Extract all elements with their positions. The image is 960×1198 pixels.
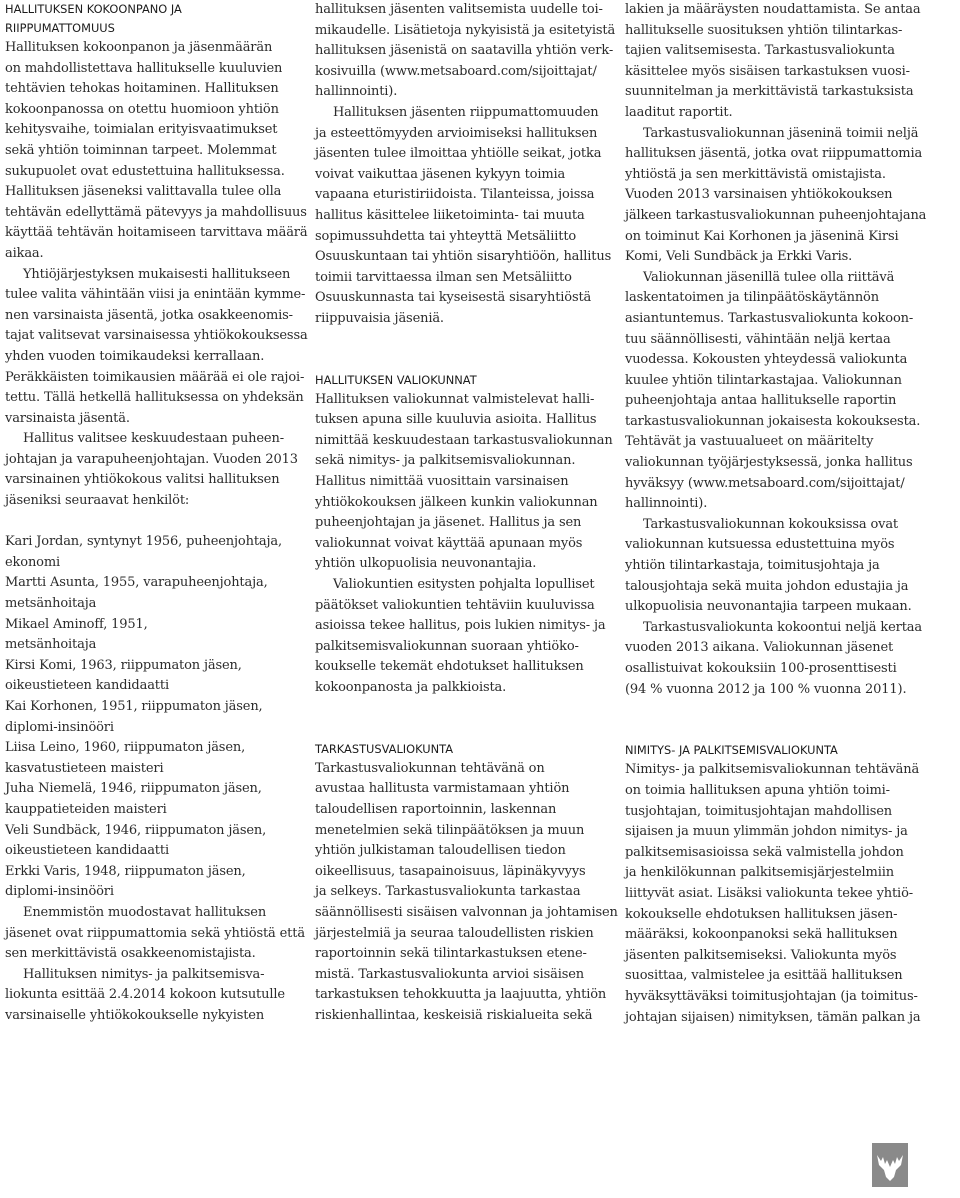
paragraph-line: tarkastuksen tehokkuutta ja laajuutta, yhtiön bbox=[315, 987, 607, 1003]
paragraph-line: Hallituksen kokoonpanon ja jäsenmäärän bbox=[5, 40, 273, 55]
paragraph-line: nen varsinaista jäsentä, jotka osakkeenomis- bbox=[5, 307, 293, 323]
paragraph-line: Hallituksen nimitys- ja palkitsemisva- bbox=[23, 966, 265, 982]
paragraph-line: ekonomi bbox=[5, 554, 61, 570]
paragraph-line: Osuuskuntaan tai yhtiön sisaryhtiöön, hallitus bbox=[315, 249, 612, 265]
paragraph-line: Peräkkäisten toimikausien määrää ei ole rajoi- bbox=[5, 369, 305, 385]
section-heading: RIIPPUMATTOMUUS bbox=[5, 21, 115, 35]
paragraph-line: liokunta esittää 2.4.2014 kokoon kutsutulle bbox=[5, 987, 285, 1003]
paragraph-line: Tarkastusvaliokunnan tehtävänä on bbox=[315, 760, 545, 776]
paragraph-line: johtajan ja varapuheenjohtajan. Vuoden 2013 bbox=[5, 451, 298, 467]
paragraph-line: oikeustieteen kandidaatti bbox=[5, 843, 169, 859]
paragraph-line: yhden vuoden toimikaudeksi kerrallaan. bbox=[5, 348, 265, 364]
paragraph-line: on toimia hallituksen apuna yhtiön toimi- bbox=[625, 782, 890, 798]
text-column-2 bbox=[315, 0, 618, 1027]
paragraph-line: yhtiön tilintarkastaja, toimitusjohtaja ja bbox=[625, 558, 880, 574]
paragraph-line: Veli Sundbäck, 1946, riippumaton jäsen, bbox=[5, 822, 267, 838]
paragraph-line: päätökset valiokuntien tehtäviin kuuluvissa bbox=[315, 597, 595, 613]
paragraph-line: kuulee yhtiön tilintarkastajaa. Valiokunnan bbox=[625, 372, 902, 388]
section-heading: TARKASTUSVALIOKUNTA bbox=[315, 741, 454, 756]
paragraph-line: hyväksyy (www.metsaboard.com/sijoittajat/ bbox=[625, 475, 905, 491]
paragraph-line: hallinnointi). bbox=[315, 84, 398, 100]
paragraph-line: mikaudelle. Lisätietoja nykyisistä ja esitetyistä bbox=[315, 22, 616, 38]
paragraph-line: tuu säännöllisesti, vähintään neljä kertaa bbox=[625, 331, 891, 347]
paragraph-line: Hallitus nimittää vuosittain varsinaisen bbox=[315, 474, 569, 490]
paragraph-line: vapaana eturistiriidoista. Tilanteissa, joissa bbox=[315, 187, 595, 203]
paragraph-line: palkitsemisasioissa sekä valmistella johdon bbox=[625, 844, 904, 860]
paragraph-line: mistä. Tarkastusvaliokunta arvioi sisäisen bbox=[315, 966, 584, 982]
paragraph-line: valiokunnat voivat käyttää apunaan myös bbox=[315, 535, 583, 551]
paragraph-line: jäsenten palkitsemiseksi. Valiokunta myös bbox=[625, 947, 897, 963]
paragraph-line: laskentatoimen ja tilinpäätöskäytännön bbox=[625, 290, 879, 306]
paragraph-line: menetelmien sekä tilinpäätöksen ja muun bbox=[315, 822, 585, 838]
section-spacer bbox=[315, 330, 605, 351]
section-spacer bbox=[625, 700, 917, 721]
section-heading: NIMITYS- JA PALKITSEMISVALIOKUNTA bbox=[625, 743, 838, 758]
paragraph-line: yhtiön ulkopuolisia neuvonantajia. bbox=[315, 556, 537, 572]
paragraph-line: määräksi, kokoonpanoksi sekä hallituksen bbox=[625, 927, 898, 943]
paragraph-line: oikeustieteen kandidaatti bbox=[5, 678, 169, 694]
paragraph-line: Mikael Aminoff, 1951, bbox=[5, 616, 148, 632]
paragraph-line: ulkopuolisia neuvonantajia tarpeen mukaan. bbox=[625, 599, 912, 615]
section-spacer bbox=[625, 721, 917, 742]
paragraph-line: sopimussuhdetta tai yhteyttä Metsäliitto bbox=[315, 228, 577, 244]
paragraph-line: Tehtävät ja vastuualueet on määritelty bbox=[625, 434, 874, 450]
paragraph-line: tajien valitsemisesta. Tarkastusvaliokunta bbox=[625, 43, 895, 59]
paragraph-line: Martti Asunta, 1955, varapuheenjohtaja, bbox=[5, 575, 268, 591]
section-heading: HALLITUKSEN KOKOONPANO JA bbox=[5, 2, 182, 16]
paragraph-line: jäsenten tulee ilmoittaa yhtiölle seikat, jotka bbox=[315, 146, 602, 162]
paragraph-line: hallitukselle suosituksen yhtiön tilintarkas- bbox=[625, 22, 903, 38]
paragraph-line: ja selkeys. Tarkastusvaliokunta tarkastaa bbox=[315, 884, 581, 900]
paragraph-line: Juha Niemelä, 1946, riippumaton jäsen, bbox=[5, 781, 262, 797]
paragraph-line: Vuoden 2013 varsinaisen yhtiökokouksen bbox=[625, 187, 893, 203]
paragraph-line: Hallituksen jäseneksi valittavalla tulee olla bbox=[5, 184, 282, 200]
paragraph-line: valiokunnan työjärjestyksessä, jonka hallitus bbox=[625, 455, 913, 471]
paragraph-line: aikaa. bbox=[5, 245, 44, 261]
paragraph-line: ja esteettömyyden arvioimiseksi hallituksen bbox=[315, 125, 598, 141]
paragraph-line: nimittää keskuudestaan tarkastusvaliokunnan bbox=[315, 432, 613, 448]
paragraph-line: valiokunnan kutsuessa edustettuina myös bbox=[625, 537, 895, 553]
paragraph-line: varsinainen yhtiökokous valitsi hallituksen bbox=[5, 472, 280, 488]
section-heading: HALLITUKSEN VALIOKUNNAT bbox=[315, 372, 477, 387]
paragraph-line: riippuvaisia jäseniä. bbox=[315, 310, 444, 326]
paragraph-line: yhtiöstä ja sen merkittävistä omistajista. bbox=[625, 166, 886, 182]
paragraph-line: diplomi-insinööri bbox=[5, 884, 114, 900]
paragraph-line: Hallituksen jäsenten riippumattomuuden bbox=[333, 104, 599, 120]
paragraph-line: hallitus käsittelee liiketoiminta- tai muuta bbox=[315, 207, 585, 223]
section-spacer bbox=[315, 350, 605, 371]
text-column-3 bbox=[625, 0, 927, 1028]
paragraph-line: Hallituksen valiokunnat valmistelevat halli- bbox=[315, 391, 595, 407]
paragraph-line: sen merkittävistä osakkeenomistajista. bbox=[5, 946, 256, 962]
paragraph-line: diplomi-insinööri bbox=[5, 719, 114, 735]
paragraph-line: sijaisen ja muun ylimmän johdon nimitys- ja bbox=[625, 824, 908, 840]
paragraph-line: tettu. Tällä hetkellä hallituksessa on yhdeksän bbox=[5, 390, 304, 406]
paragraph-line: avustaa hallitusta varmistamaan yhtiön bbox=[315, 781, 570, 797]
paragraph-line: kehitysvaihe, toimialan erityisvaatimukset bbox=[5, 122, 278, 138]
paragraph-line: metsänhoitaja bbox=[5, 637, 97, 653]
paragraph-line: voivat vaikuttaa jäsenen kykyyn toimia bbox=[315, 166, 566, 182]
paragraph-line: tarkastusvaliokunnan jokaisesta kokouksesta. bbox=[625, 413, 921, 429]
paragraph-line: ja henkilökunnan palkitsemisjärjestelmiin bbox=[625, 865, 894, 881]
paragraph-line: tehtävän edellyttämä pätevyys ja mahdollisuus bbox=[5, 204, 307, 220]
paragraph-line: raportoinnin sekä tilintarkastuksen etene- bbox=[315, 946, 587, 962]
paragraph-line: jäseniksi seuraavat henkilöt: bbox=[5, 493, 190, 509]
section-spacer bbox=[5, 512, 297, 533]
paragraph-line: Valiokuntien esitysten pohjalta lopulliset bbox=[333, 577, 595, 593]
paragraph-line: puheenjohtaja antaa hallitukselle raportin bbox=[625, 393, 897, 409]
text-column-1 bbox=[5, 0, 308, 1027]
section-spacer bbox=[315, 719, 605, 740]
paragraph-line: tuksen apuna sille kuuluvia asioita. Hallitus bbox=[315, 412, 597, 428]
paragraph-line: Tarkastusvaliokunnan kokouksissa ovat bbox=[643, 516, 898, 532]
paragraph-line: tehtävien tehokas hoitaminen. Hallituksen bbox=[5, 81, 279, 97]
paragraph-line: Kai Korhonen, 1951, riippumaton jäsen, bbox=[5, 699, 263, 714]
paragraph-line: Liisa Leino, 1960, riippumaton jäsen, bbox=[5, 740, 246, 756]
paragraph-line: varsinaista jäsentä. bbox=[5, 410, 130, 426]
paragraph-line: suosittaa, valmistelee ja esittää hallituksen bbox=[625, 968, 903, 984]
paragraph-line: (94 % vuonna 2012 ja 100 % vuonna 2011). bbox=[625, 681, 907, 697]
paragraph-line: Tarkastusvaliokunnan jäseninä toimii neljä bbox=[643, 125, 919, 141]
paragraph-line: Nimitys- ja palkitsemisvaliokunnan tehtävänä bbox=[625, 762, 920, 778]
paragraph-line: on mahdollistettava hallitukselle kuuluvien bbox=[5, 60, 283, 76]
paragraph-line: jälkeen tarkastusvaliokunnan puheenjohtajana bbox=[625, 207, 927, 223]
paragraph-line: koukselle tekemät ehdotukset hallituksen bbox=[315, 659, 584, 675]
paragraph-line: käsittelee myös sisäisen tarkastuksen vuosi- bbox=[625, 63, 910, 79]
paragraph-line: liittyvät asiat. Lisäksi valiokunta tekee yhtiö- bbox=[625, 885, 913, 901]
paragraph-line: sekä nimitys- ja palkitsemisvaliokunnan. bbox=[315, 453, 576, 469]
paragraph-line: riskienhallintaa, keskeisiä riskialueita sekä bbox=[315, 1007, 593, 1023]
paragraph-line: kauppatieteiden maisteri bbox=[5, 801, 167, 817]
paragraph-line: jäsenet ovat riippumattomia sekä yhtiöstä että bbox=[5, 925, 305, 941]
paragraph-line: laaditut raportit. bbox=[625, 104, 733, 120]
paragraph-line: Kirsi Komi, 1963, riippumaton jäsen, bbox=[5, 657, 242, 673]
paragraph-line: tulee valita vähintään viisi ja enintään kymme- bbox=[5, 287, 306, 303]
paragraph-line: Enemmistön muodostavat hallituksen bbox=[23, 904, 267, 920]
paragraph-line: on toiminut Kai Korhonen ja jäseninä Kirsi bbox=[625, 228, 899, 244]
paragraph-line: Osuuskunnasta tai kyseisestä sisaryhtiöstä bbox=[315, 290, 592, 306]
paragraph-line: asioissa tekee hallitus, pois lukien nimitys- ja bbox=[315, 618, 606, 634]
paragraph-line: kokoonpanosta ja palkkioista. bbox=[315, 680, 507, 695]
paragraph-line: käyttää tehtävän hoitamiseen tarvittava määrä bbox=[5, 225, 308, 241]
paragraph-line: Komi, Veli Sundbäck ja Erkki Varis. bbox=[625, 249, 853, 265]
paragraph-line: yhtiön julkistaman taloudellisen tiedon bbox=[315, 843, 566, 859]
paragraph-line: hyväksyttäväksi toimitusjohtajan (ja toimitus- bbox=[625, 988, 918, 1004]
paragraph-line: säännöllisesti sisäisen valvonnan ja johtamisen bbox=[315, 904, 618, 920]
paragraph-line: hallituksen jäsenistä on saatavilla yhtiön verk- bbox=[315, 43, 614, 59]
paragraph-line: sukupuolet ovat edustettuina hallituksessa. bbox=[5, 163, 285, 179]
paragraph-line: kosivuilla (www.metsaboard.com/sijoittajat/ bbox=[315, 63, 597, 79]
paragraph-line: taloudellisen raportoinnin, laskennan bbox=[315, 801, 557, 817]
paragraph-line: yhtiökokouksen jälkeen kunkin valiokunnan bbox=[315, 494, 598, 510]
paragraph-line: kokoonpanossa on otettu huomioon yhtiön bbox=[5, 101, 279, 117]
paragraph-line: kokoukselle ehdotuksen hallituksen jäsen- bbox=[625, 906, 898, 922]
paragraph-line: järjestelmiä ja seuraa taloudellisten riskien bbox=[315, 925, 594, 941]
paragraph-line: Erkki Varis, 1948, riippumaton jäsen, bbox=[5, 863, 246, 879]
paragraph-line: lakien ja määräysten noudattamista. Se antaa bbox=[625, 2, 921, 17]
paragraph-line: oikeellisuus, tasapainoisuus, läpinäkyvyys bbox=[315, 863, 586, 879]
paragraph-line: Hallitus valitsee keskuudestaan puheen- bbox=[23, 431, 284, 447]
antler-logo-icon bbox=[872, 1143, 908, 1187]
paragraph-line: sekä yhtiön toiminnan tarpeet. Molemmat bbox=[5, 142, 277, 158]
paragraph-line: vuoden 2013 aikana. Valiokunnan jäsenet bbox=[625, 640, 894, 656]
paragraph-line: hallinnointi). bbox=[625, 496, 708, 512]
paragraph-line: vuodessa. Kokousten yhteydessä valiokunta bbox=[625, 352, 908, 368]
paragraph-line: varsinaiselle yhtiökokoukselle nykyisten bbox=[5, 1007, 265, 1023]
paragraph-line: osallistuivat kokouksiin 100-prosenttisesti bbox=[625, 661, 897, 676]
paragraph-line: hallituksen jäsentä, jotka ovat riippumattomia bbox=[625, 146, 923, 162]
paragraph-line: suunnitelman ja merkittävistä tarkastuksista bbox=[625, 84, 914, 100]
paragraph-line: puheenjohtajan ja jäsenet. Hallitus ja sen bbox=[315, 515, 582, 531]
paragraph-line: palkitsemisvaliokunnan suoraan yhtiöko- bbox=[315, 638, 579, 654]
paragraph-line: johtajan sijaisen) nimityksen, tämän palkan ja bbox=[625, 1009, 921, 1025]
paragraph-line: hallituksen jäsenten valitsemista uudelle toi- bbox=[315, 2, 603, 17]
paragraph-line: tajat valitsevat varsinaisessa yhtiökokouksessa bbox=[5, 328, 308, 344]
paragraph-line: Kari Jordan, syntynyt 1956, puheenjohtaja, bbox=[5, 534, 282, 550]
paragraph-line: toimii tarvittaessa ilman sen Metsäliitto bbox=[315, 269, 572, 285]
paragraph-line: Tarkastusvaliokunta kokoontui neljä kertaa bbox=[643, 619, 923, 635]
paragraph-line: tusjohtajan, toimitusjohtajan mahdollisen bbox=[625, 803, 893, 819]
paragraph-line: talousjohtaja sekä muita johdon edustajia ja bbox=[625, 578, 909, 594]
section-spacer bbox=[315, 699, 605, 720]
paragraph-line: Valiokunnan jäsenillä tulee olla riittävä bbox=[643, 269, 895, 285]
paragraph-line: metsänhoitaja bbox=[5, 596, 97, 612]
paragraph-line: Yhtiöjärjestyksen mukaisesti hallitukseen bbox=[23, 266, 291, 282]
paragraph-line: kasvatustieteen maisteri bbox=[5, 760, 164, 776]
paragraph-line: asiantuntemus. Tarkastusvaliokunta kokoon- bbox=[625, 310, 914, 326]
